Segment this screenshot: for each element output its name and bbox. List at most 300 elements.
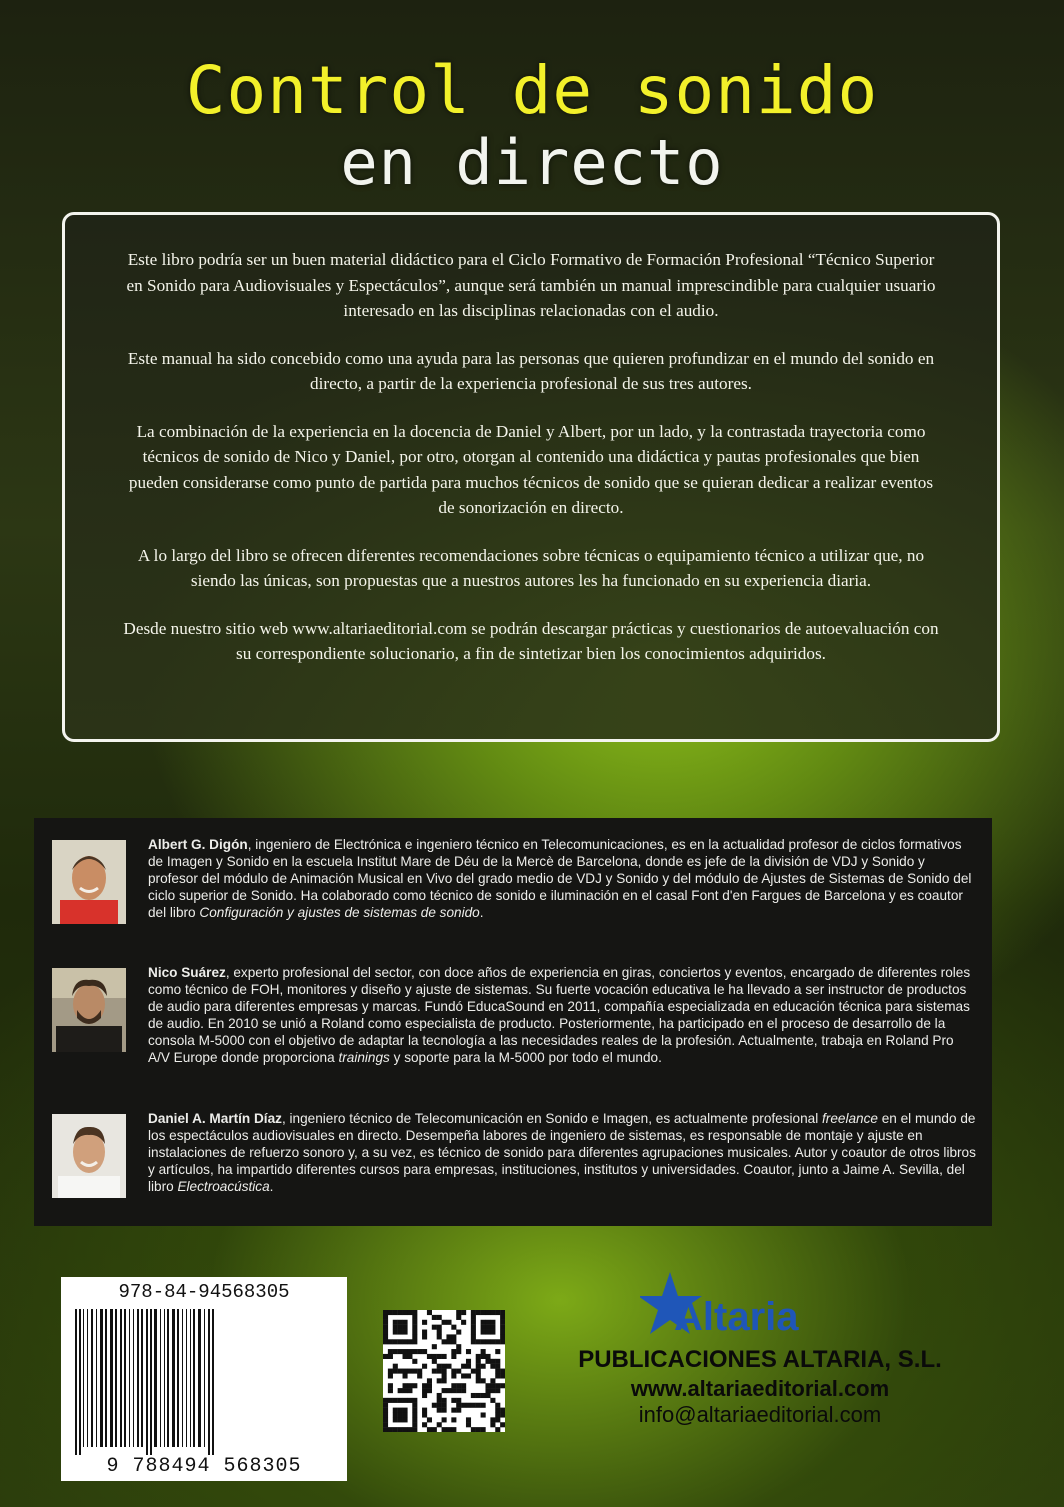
barcode-bar xyxy=(150,1309,152,1455)
qr-module xyxy=(466,1403,471,1408)
barcode-bar xyxy=(198,1309,201,1447)
barcode-bar xyxy=(172,1309,175,1447)
qr-module xyxy=(398,1398,403,1403)
qr-module xyxy=(476,1354,481,1359)
qr-module xyxy=(495,1403,500,1408)
qr-module xyxy=(451,1354,456,1359)
book-title: Configuración y ajustes de sistemas de sonido xyxy=(199,905,480,920)
qr-module xyxy=(437,1334,442,1339)
qr-module xyxy=(393,1408,398,1413)
qr-module xyxy=(456,1315,461,1320)
qr-module xyxy=(432,1344,437,1349)
qr-module xyxy=(422,1320,427,1325)
qr-module xyxy=(446,1320,451,1325)
qr-module xyxy=(432,1359,437,1364)
qr-module xyxy=(485,1310,490,1315)
barcode-bar xyxy=(105,1309,107,1447)
qr-module xyxy=(495,1310,500,1315)
qr-module xyxy=(398,1427,403,1432)
qr-module xyxy=(485,1354,490,1359)
qr-code xyxy=(383,1310,505,1432)
barcode-bar xyxy=(167,1309,169,1447)
qr-module xyxy=(403,1339,408,1344)
barcode-bar xyxy=(154,1309,157,1447)
qr-module xyxy=(451,1417,456,1422)
barcode-bar xyxy=(120,1309,122,1447)
qr-module xyxy=(461,1373,466,1378)
qr-module xyxy=(422,1330,427,1335)
qr-module xyxy=(403,1349,408,1354)
qr-module xyxy=(403,1320,408,1325)
qr-module xyxy=(495,1383,500,1388)
qr-module xyxy=(500,1320,505,1325)
qr-module xyxy=(471,1310,476,1315)
qr-module xyxy=(403,1369,408,1374)
qr-module xyxy=(485,1359,490,1364)
qr-module xyxy=(383,1310,388,1315)
qr-module xyxy=(393,1398,398,1403)
qr-module xyxy=(451,1369,456,1374)
qr-module xyxy=(388,1388,393,1393)
qr-module xyxy=(471,1315,476,1320)
qr-module xyxy=(500,1412,505,1417)
publisher-logo xyxy=(640,1268,830,1358)
qr-module xyxy=(398,1320,403,1325)
qr-module xyxy=(442,1408,447,1413)
qr-module xyxy=(490,1398,495,1403)
qr-module xyxy=(466,1359,471,1364)
qr-module xyxy=(451,1408,456,1413)
qr-module xyxy=(500,1408,505,1413)
qr-module xyxy=(481,1330,486,1335)
author-name: Albert G. Digón xyxy=(148,837,248,852)
qr-module xyxy=(398,1412,403,1417)
qr-module xyxy=(471,1369,476,1374)
qr-module xyxy=(500,1383,505,1388)
qr-module xyxy=(490,1417,495,1422)
qr-module xyxy=(383,1398,388,1403)
qr-module xyxy=(456,1369,461,1374)
qr-module xyxy=(442,1339,447,1344)
barcode-bar xyxy=(164,1309,165,1447)
qr-module xyxy=(495,1369,500,1374)
qr-module xyxy=(446,1364,451,1369)
qr-module xyxy=(403,1427,408,1432)
qr-module xyxy=(422,1334,427,1339)
barcode-bar xyxy=(141,1309,143,1447)
qr-module xyxy=(437,1403,442,1408)
barcode-bar xyxy=(146,1309,148,1455)
qr-module xyxy=(412,1403,417,1408)
barcode-bars xyxy=(61,1307,347,1457)
author-bio-text: . xyxy=(479,905,484,920)
qr-module xyxy=(442,1320,447,1325)
barcode-bar xyxy=(79,1309,81,1455)
barcode-bar xyxy=(177,1309,179,1447)
qr-module xyxy=(456,1349,461,1354)
qr-module xyxy=(442,1373,447,1378)
blurb-paragraph: La combinación de la experiencia en la docencia de Daniel y Albert, por un lado, y la contrastada trayectoria como técnicos de sonido de Nico y Daniel, por otro, otorgan al contenido una didáctica y pautas profesionales que bien pueden considerarse como punto de partida para muchos técnicos de sonido que se quieran dedicar a realizar eventos de sonorización en directo. xyxy=(128,421,934,517)
qr-module xyxy=(393,1427,398,1432)
qr-module xyxy=(383,1403,388,1408)
qr-module xyxy=(422,1422,427,1427)
qr-module xyxy=(481,1412,486,1417)
qr-module xyxy=(412,1427,417,1432)
qr-module xyxy=(403,1408,408,1413)
barcode-bar xyxy=(133,1309,134,1447)
barcode-bar xyxy=(204,1309,205,1447)
qr-module xyxy=(442,1398,447,1403)
qr-module xyxy=(500,1369,505,1374)
qr-module xyxy=(427,1417,432,1422)
qr-module xyxy=(442,1354,447,1359)
qr-module xyxy=(432,1427,437,1432)
qr-module xyxy=(471,1403,476,1408)
qr-module xyxy=(427,1383,432,1388)
author-bio-albert xyxy=(148,836,976,921)
qr-module xyxy=(500,1334,505,1339)
qr-module xyxy=(412,1422,417,1427)
qr-module xyxy=(422,1383,427,1388)
author-bio-text: , ingeniero técnico de Telecomunicación en Sonido e Imagen, es actualmente profesional xyxy=(281,1111,823,1126)
qr-module xyxy=(407,1383,412,1388)
barcode-bar xyxy=(186,1309,187,1447)
qr-module xyxy=(466,1422,471,1427)
qr-module xyxy=(476,1373,481,1378)
qr-module xyxy=(388,1349,393,1354)
qr-module xyxy=(490,1378,495,1383)
barcode-bar xyxy=(208,1309,210,1455)
qr-module xyxy=(412,1383,417,1388)
publisher-email[interactable]: info@altariaeditorial.com xyxy=(638,1402,882,1427)
qr-module xyxy=(485,1325,490,1330)
qr-module xyxy=(393,1349,398,1354)
qr-module xyxy=(461,1310,466,1315)
qr-module xyxy=(383,1330,388,1335)
qr-module xyxy=(485,1320,490,1325)
qr-module xyxy=(476,1403,481,1408)
qr-module xyxy=(481,1378,486,1383)
barcode-bar xyxy=(115,1309,117,1447)
publisher-url[interactable]: www.altariaeditorial.com xyxy=(630,1376,890,1401)
qr-module xyxy=(481,1393,486,1398)
authors-panel xyxy=(34,818,992,1226)
qr-module xyxy=(393,1412,398,1417)
qr-module xyxy=(495,1412,500,1417)
qr-module xyxy=(481,1320,486,1325)
barcode-bar xyxy=(160,1309,161,1447)
qr-module xyxy=(432,1403,437,1408)
author-photo-albert xyxy=(52,840,126,924)
isbn-barcode xyxy=(61,1277,347,1481)
qr-module xyxy=(412,1359,417,1364)
qr-module xyxy=(437,1378,442,1383)
qr-module xyxy=(388,1373,393,1378)
qr-module xyxy=(388,1398,393,1403)
qr-module xyxy=(495,1339,500,1344)
qr-module xyxy=(466,1349,471,1354)
qr-module xyxy=(388,1310,393,1315)
qr-module xyxy=(481,1339,486,1344)
qr-module xyxy=(500,1315,505,1320)
qr-module xyxy=(422,1364,427,1369)
qr-module xyxy=(466,1373,471,1378)
qr-module xyxy=(456,1398,461,1403)
qr-module xyxy=(407,1369,412,1374)
qr-module xyxy=(476,1364,481,1369)
qr-module xyxy=(456,1330,461,1335)
qr-module xyxy=(432,1369,437,1374)
qr-module xyxy=(481,1354,486,1359)
qr-module xyxy=(393,1320,398,1325)
qr-module xyxy=(500,1310,505,1315)
author-name: Daniel A. Martín Díaz xyxy=(148,1111,282,1126)
qr-module xyxy=(485,1383,490,1388)
qr-module xyxy=(456,1388,461,1393)
qr-module xyxy=(407,1354,412,1359)
qr-module xyxy=(442,1427,447,1432)
qr-module xyxy=(412,1320,417,1325)
isbn-bottom-label: 9 788494 568305 xyxy=(106,1455,302,1478)
qr-module xyxy=(383,1417,388,1422)
qr-module xyxy=(456,1383,461,1388)
qr-module xyxy=(412,1398,417,1403)
qr-module xyxy=(442,1378,447,1383)
qr-module xyxy=(500,1422,505,1427)
qr-module xyxy=(398,1388,403,1393)
qr-module xyxy=(495,1373,500,1378)
qr-module xyxy=(485,1339,490,1344)
qr-module xyxy=(446,1388,451,1393)
qr-module xyxy=(403,1354,408,1359)
qr-module xyxy=(495,1359,500,1364)
qr-module xyxy=(412,1334,417,1339)
qr-module xyxy=(490,1383,495,1388)
qr-module xyxy=(490,1364,495,1369)
qr-module xyxy=(495,1349,500,1354)
qr-module xyxy=(485,1388,490,1393)
qr-module xyxy=(476,1339,481,1344)
qr-module xyxy=(412,1408,417,1413)
qr-module xyxy=(388,1339,393,1344)
qr-module xyxy=(437,1364,442,1369)
qr-module xyxy=(407,1349,412,1354)
qr-module xyxy=(481,1310,486,1315)
qr-module xyxy=(437,1330,442,1335)
author-photo-daniel xyxy=(52,1114,126,1198)
qr-module xyxy=(398,1325,403,1330)
qr-module xyxy=(393,1330,398,1335)
qr-module xyxy=(388,1383,393,1388)
qr-module xyxy=(442,1364,447,1369)
barcode-bar xyxy=(110,1309,113,1447)
qr-module xyxy=(412,1417,417,1422)
qr-module xyxy=(490,1339,495,1344)
qr-module xyxy=(398,1408,403,1413)
barcode-bar xyxy=(129,1309,130,1447)
qr-module xyxy=(393,1364,398,1369)
qr-module xyxy=(412,1325,417,1330)
qr-module xyxy=(437,1325,442,1330)
qr-module xyxy=(403,1417,408,1422)
title-line-2: en directo xyxy=(340,126,724,199)
qr-module xyxy=(490,1359,495,1364)
qr-module xyxy=(451,1388,456,1393)
qr-module xyxy=(383,1339,388,1344)
blurb-paragraph: A lo largo del libro se ofrecen diferentes recomendaciones sobre técnicas o equipamiento técnico a utilizar que, no siendo las únicas, son propuestas que a nuestros autores les ha funcionado en su experiencia diaria. xyxy=(137,545,925,590)
qr-module xyxy=(407,1398,412,1403)
qr-module xyxy=(476,1378,481,1383)
qr-module xyxy=(427,1310,432,1315)
qr-module xyxy=(393,1339,398,1344)
blurb-paragraph: Desde nuestro sitio web www.altariaeditorial.com se podrán descargar prácticas y cuestionarios de autoevaluación con su correspondiente solucionario, a fin de sintetizar bien los conocimientos adquiridos. xyxy=(123,618,939,663)
qr-module xyxy=(427,1354,432,1359)
qr-module xyxy=(422,1388,427,1393)
qr-module xyxy=(422,1412,427,1417)
barcode-bar xyxy=(137,1309,139,1447)
qr-module xyxy=(393,1417,398,1422)
qr-module xyxy=(437,1354,442,1359)
qr-module xyxy=(481,1427,486,1432)
qr-module xyxy=(398,1417,403,1422)
qr-module xyxy=(383,1325,388,1330)
qr-module xyxy=(412,1330,417,1335)
qr-module xyxy=(412,1412,417,1417)
qr-module xyxy=(412,1349,417,1354)
qr-module xyxy=(451,1325,456,1330)
author-bio-daniel xyxy=(148,1110,976,1195)
qr-module xyxy=(403,1388,408,1393)
qr-module xyxy=(451,1383,456,1388)
qr-module xyxy=(476,1393,481,1398)
qr-module xyxy=(495,1388,500,1393)
qr-module xyxy=(466,1364,471,1369)
qr-module xyxy=(398,1339,403,1344)
author-bio-text: y soporte para la M-5000 por todo el mundo. xyxy=(389,1050,662,1065)
barcode-bar xyxy=(83,1309,84,1447)
qr-module xyxy=(495,1364,500,1369)
qr-module xyxy=(403,1330,408,1335)
qr-module xyxy=(422,1408,427,1413)
qr-module xyxy=(383,1334,388,1339)
qr-module xyxy=(407,1339,412,1344)
qr-module xyxy=(437,1369,442,1374)
qr-module xyxy=(500,1325,505,1330)
qr-module xyxy=(432,1325,437,1330)
qr-module xyxy=(471,1330,476,1335)
qr-module xyxy=(476,1310,481,1315)
qr-module xyxy=(446,1339,451,1344)
barcode-bar xyxy=(124,1309,126,1447)
qr-module xyxy=(442,1403,447,1408)
qr-module xyxy=(456,1310,461,1315)
qr-module xyxy=(398,1330,403,1335)
qr-module xyxy=(461,1403,466,1408)
qr-module xyxy=(412,1315,417,1320)
logo-wordmark: Altaria xyxy=(674,1295,799,1339)
qr-module xyxy=(481,1325,486,1330)
qr-module xyxy=(412,1310,417,1315)
qr-module xyxy=(403,1310,408,1315)
qr-module xyxy=(417,1369,422,1374)
qr-module xyxy=(393,1310,398,1315)
qr-module xyxy=(471,1427,476,1432)
qr-module xyxy=(412,1339,417,1344)
qr-module xyxy=(451,1373,456,1378)
qr-module xyxy=(407,1310,412,1315)
qr-module xyxy=(383,1315,388,1320)
qr-module xyxy=(383,1412,388,1417)
qr-module xyxy=(412,1369,417,1374)
qr-module xyxy=(422,1349,427,1354)
qr-module xyxy=(422,1393,427,1398)
author-bio-text: , ingeniero de Electrónica e ingeniero técnico en Telecomunicaciones, es en la actualidad profesor de ciclos formativos de Imagen y Sonido en la escuela Institut Mare de Déu de la Mercè de Barcelona, donde es jefe de la división de VDJ y Sonido y profesor del módulo de Animación Musical en Vivo del grado medio de VDJ y Sonido y del módulo de Ajustes de Sistemas de Sonido del ciclo superior de Sonido. Ha colaborado como técnico de sonido e iluminación en el casal Font d'en Fargues de Barcelona y es coautor del libro xyxy=(148,837,972,920)
qr-module xyxy=(490,1310,495,1315)
qr-module xyxy=(427,1388,432,1393)
barcode-bar xyxy=(190,1309,191,1447)
author-photo-nico xyxy=(52,968,126,1052)
qr-module xyxy=(383,1408,388,1413)
qr-module xyxy=(437,1398,442,1403)
qr-module xyxy=(403,1398,408,1403)
qr-module xyxy=(490,1320,495,1325)
barcode-bar xyxy=(91,1309,93,1447)
qr-module xyxy=(451,1334,456,1339)
barcode-bar xyxy=(182,1309,183,1447)
qr-module xyxy=(383,1422,388,1427)
barcode-bar xyxy=(100,1309,103,1447)
qr-module xyxy=(461,1383,466,1388)
qr-module xyxy=(471,1339,476,1344)
qr-module xyxy=(437,1393,442,1398)
qr-module xyxy=(388,1427,393,1432)
qr-module xyxy=(417,1373,422,1378)
qr-module xyxy=(476,1359,481,1364)
qr-module xyxy=(451,1427,456,1432)
blurb-paragraph: Este manual ha sido concebido como una ayuda para las personas que quieren profundizar en el mundo del sonido en directo, a partir de la experiencia profesional de sus tres autores. xyxy=(127,348,935,393)
blurb-paragraph: Este libro podría ser un buen material didáctico para el Ciclo Formativo de Formación Profesional “Técnico Superior en Sonido para Audiovisuales y Espectáculos”, aunque será también un manual imprescindible para cualquier usuario interesado en las disciplinas relacionadas con el audio. xyxy=(126,250,936,320)
barcode-bar xyxy=(212,1309,214,1455)
barcode-bar xyxy=(193,1309,195,1447)
qr-module xyxy=(481,1403,486,1408)
qr-module xyxy=(481,1349,486,1354)
qr-module xyxy=(383,1427,388,1432)
title-line-1: Control de sonido xyxy=(185,52,879,129)
isbn-top-label: 978-84-94568305 xyxy=(118,1281,290,1303)
qr-module xyxy=(490,1330,495,1335)
author-name: Nico Suárez xyxy=(148,965,226,980)
qr-module xyxy=(403,1412,408,1417)
italic-term: trainings xyxy=(338,1050,390,1065)
qr-module xyxy=(427,1378,432,1383)
qr-module xyxy=(461,1320,466,1325)
qr-module xyxy=(471,1325,476,1330)
qr-module xyxy=(466,1417,471,1422)
publisher-name: PUBLICACIONES ALTARIA, S.L. xyxy=(578,1346,942,1373)
qr-module xyxy=(471,1320,476,1325)
qr-module xyxy=(437,1408,442,1413)
qr-module xyxy=(383,1354,388,1359)
qr-module xyxy=(388,1369,393,1374)
qr-module xyxy=(417,1349,422,1354)
qr-module xyxy=(407,1388,412,1393)
barcode-bar xyxy=(75,1309,77,1455)
qr-module xyxy=(471,1334,476,1339)
qr-module xyxy=(398,1369,403,1374)
qr-module xyxy=(456,1403,461,1408)
book-title: Electroacústica xyxy=(177,1179,270,1194)
qr-module xyxy=(432,1315,437,1320)
